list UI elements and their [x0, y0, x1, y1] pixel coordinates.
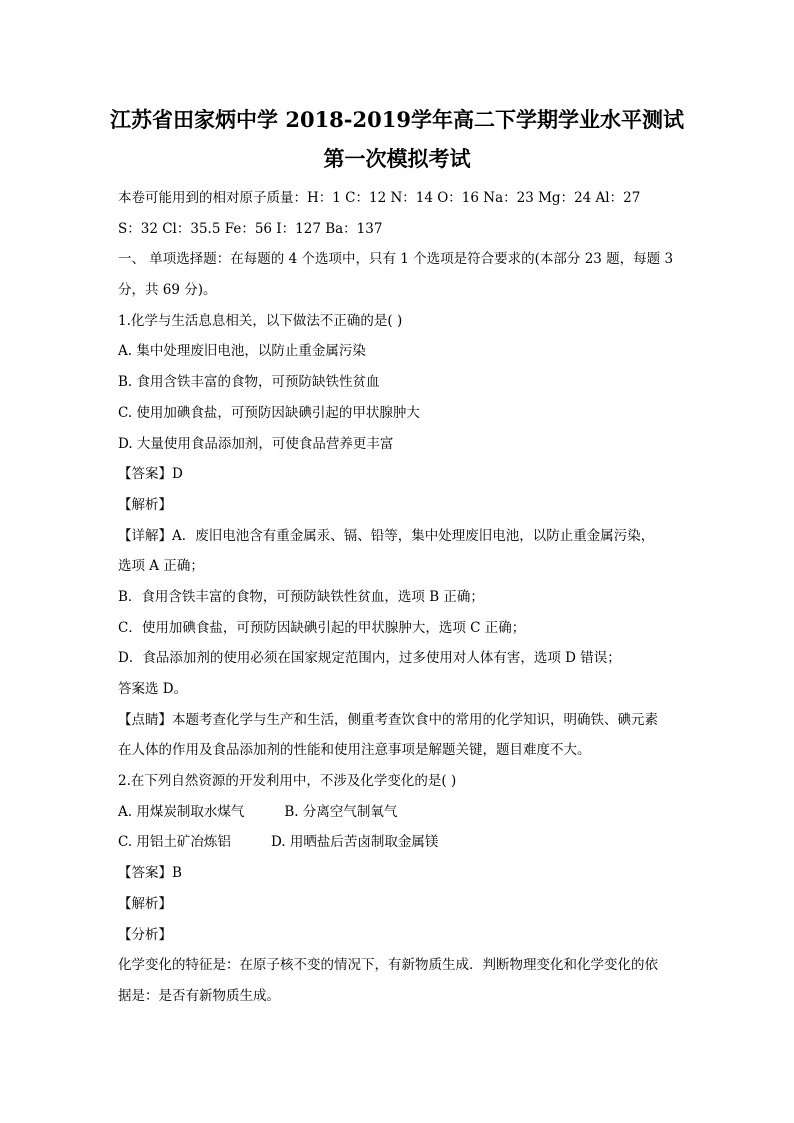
atomic-mass-line-2: S：32 Cl：35.5 Fe：56 I：127 Ba：137 [118, 220, 383, 237]
question-1-detail-line-4: C．使用加碘食盐，可预防因缺碘引起的甲状腺肿大，选项 C 正确； [118, 619, 526, 636]
question-2-options-row-2 [118, 827, 680, 858]
question-2-option-d: D. 用晒盐后苦卤制取金属镁 [270, 834, 439, 851]
question-2-answer: 【答案】B [118, 865, 182, 882]
question-1-analysis-heading: 【解析】 [118, 496, 172, 513]
document-body [118, 183, 680, 1012]
question-1-detail-line-2: 选项 A 正确； [118, 558, 204, 575]
question-1-detail-line-3: B．食用含铁丰富的食物，可预防缺铁性贫血，选项 B 正确； [118, 588, 484, 605]
question-1-option-b: B. 食用含铁丰富的食物，可预防缺铁性贫血 [118, 374, 380, 391]
question-2-analysis-subheading: 【分析】 [118, 926, 172, 943]
question-1-comment-line-2: 在人体的作用及食品添加剂的性能和使用注意事项是解题关键，题目难度不大。 [118, 742, 591, 759]
question-1-detail-line-1: 【详解】A．废旧电池含有重金属汞、镉、铅等，集中处理废旧电池，以防止重金属污染， [118, 527, 655, 544]
question-1-stem: 1.化学与生活息息相关，以下做法不正确的是( ) [118, 312, 403, 329]
question-1-detail-line-5: D．食品添加剂的使用必须在国家规定范围内，过多使用对人体有害，选项 D 错误； [118, 650, 621, 667]
document-title-line-2: 第一次模拟考试 [323, 146, 471, 171]
question-2-analysis-line-1: 化学变化的特征是：在原子核不变的情况下，有新物质生成．判断物理变化和化学变化的依 [118, 957, 658, 974]
question-2-analysis-heading: 【解析】 [118, 895, 172, 912]
question-2-option-c: C. 用铝土矿冶炼铝 [118, 834, 231, 851]
document-title-line-1: 江苏省田家炳中学 2018-2019学年高二下学期学业水平测试 [110, 107, 684, 132]
atomic-mass-line-1: 本卷可能用到的相对原子质量：H：1 C：12 N：14 O：16 Na：23 Mg：24 Al：27 [118, 190, 641, 206]
question-2-options-row-1 [118, 797, 680, 828]
question-2-stem: 2.在下列自然资源的开发利用中，不涉及化学变化的是( ) [118, 773, 457, 790]
question-2-option-b: B. 分离空气制氧气 [284, 803, 398, 820]
question-1-answer: 【答案】D [118, 466, 183, 483]
question-1-comment-line-1: 【点睛】本题考查化学与生产和生活，侧重考查饮食中的常用的化学知识，明确铁、碘元素 [118, 711, 658, 728]
question-2-option-a: A. 用煤炭制取水煤气 [118, 803, 245, 820]
question-1-option-d: D. 大量使用食品添加剂，可使食品营养更丰富 [118, 435, 394, 452]
section-instructions-line-1: 一、 单项选择题：在每题的 4 个选项中，只有 1 个选项是符合要求的(本部分 23 题，每题 3 [118, 251, 674, 268]
section-instructions-line-2: 分，共 69 分)。 [118, 282, 217, 299]
question-1-detail-line-6: 答案选 D。 [118, 681, 188, 697]
question-1-option-c: C. 使用加碘食盐，可预防因缺碘引起的甲状腺肿大 [118, 404, 420, 421]
question-1-option-a: A. 集中处理废旧电池，以防止重金属污染 [118, 343, 366, 360]
question-2-analysis-line-2: 据是：是否有新物质生成。 [118, 987, 280, 1004]
